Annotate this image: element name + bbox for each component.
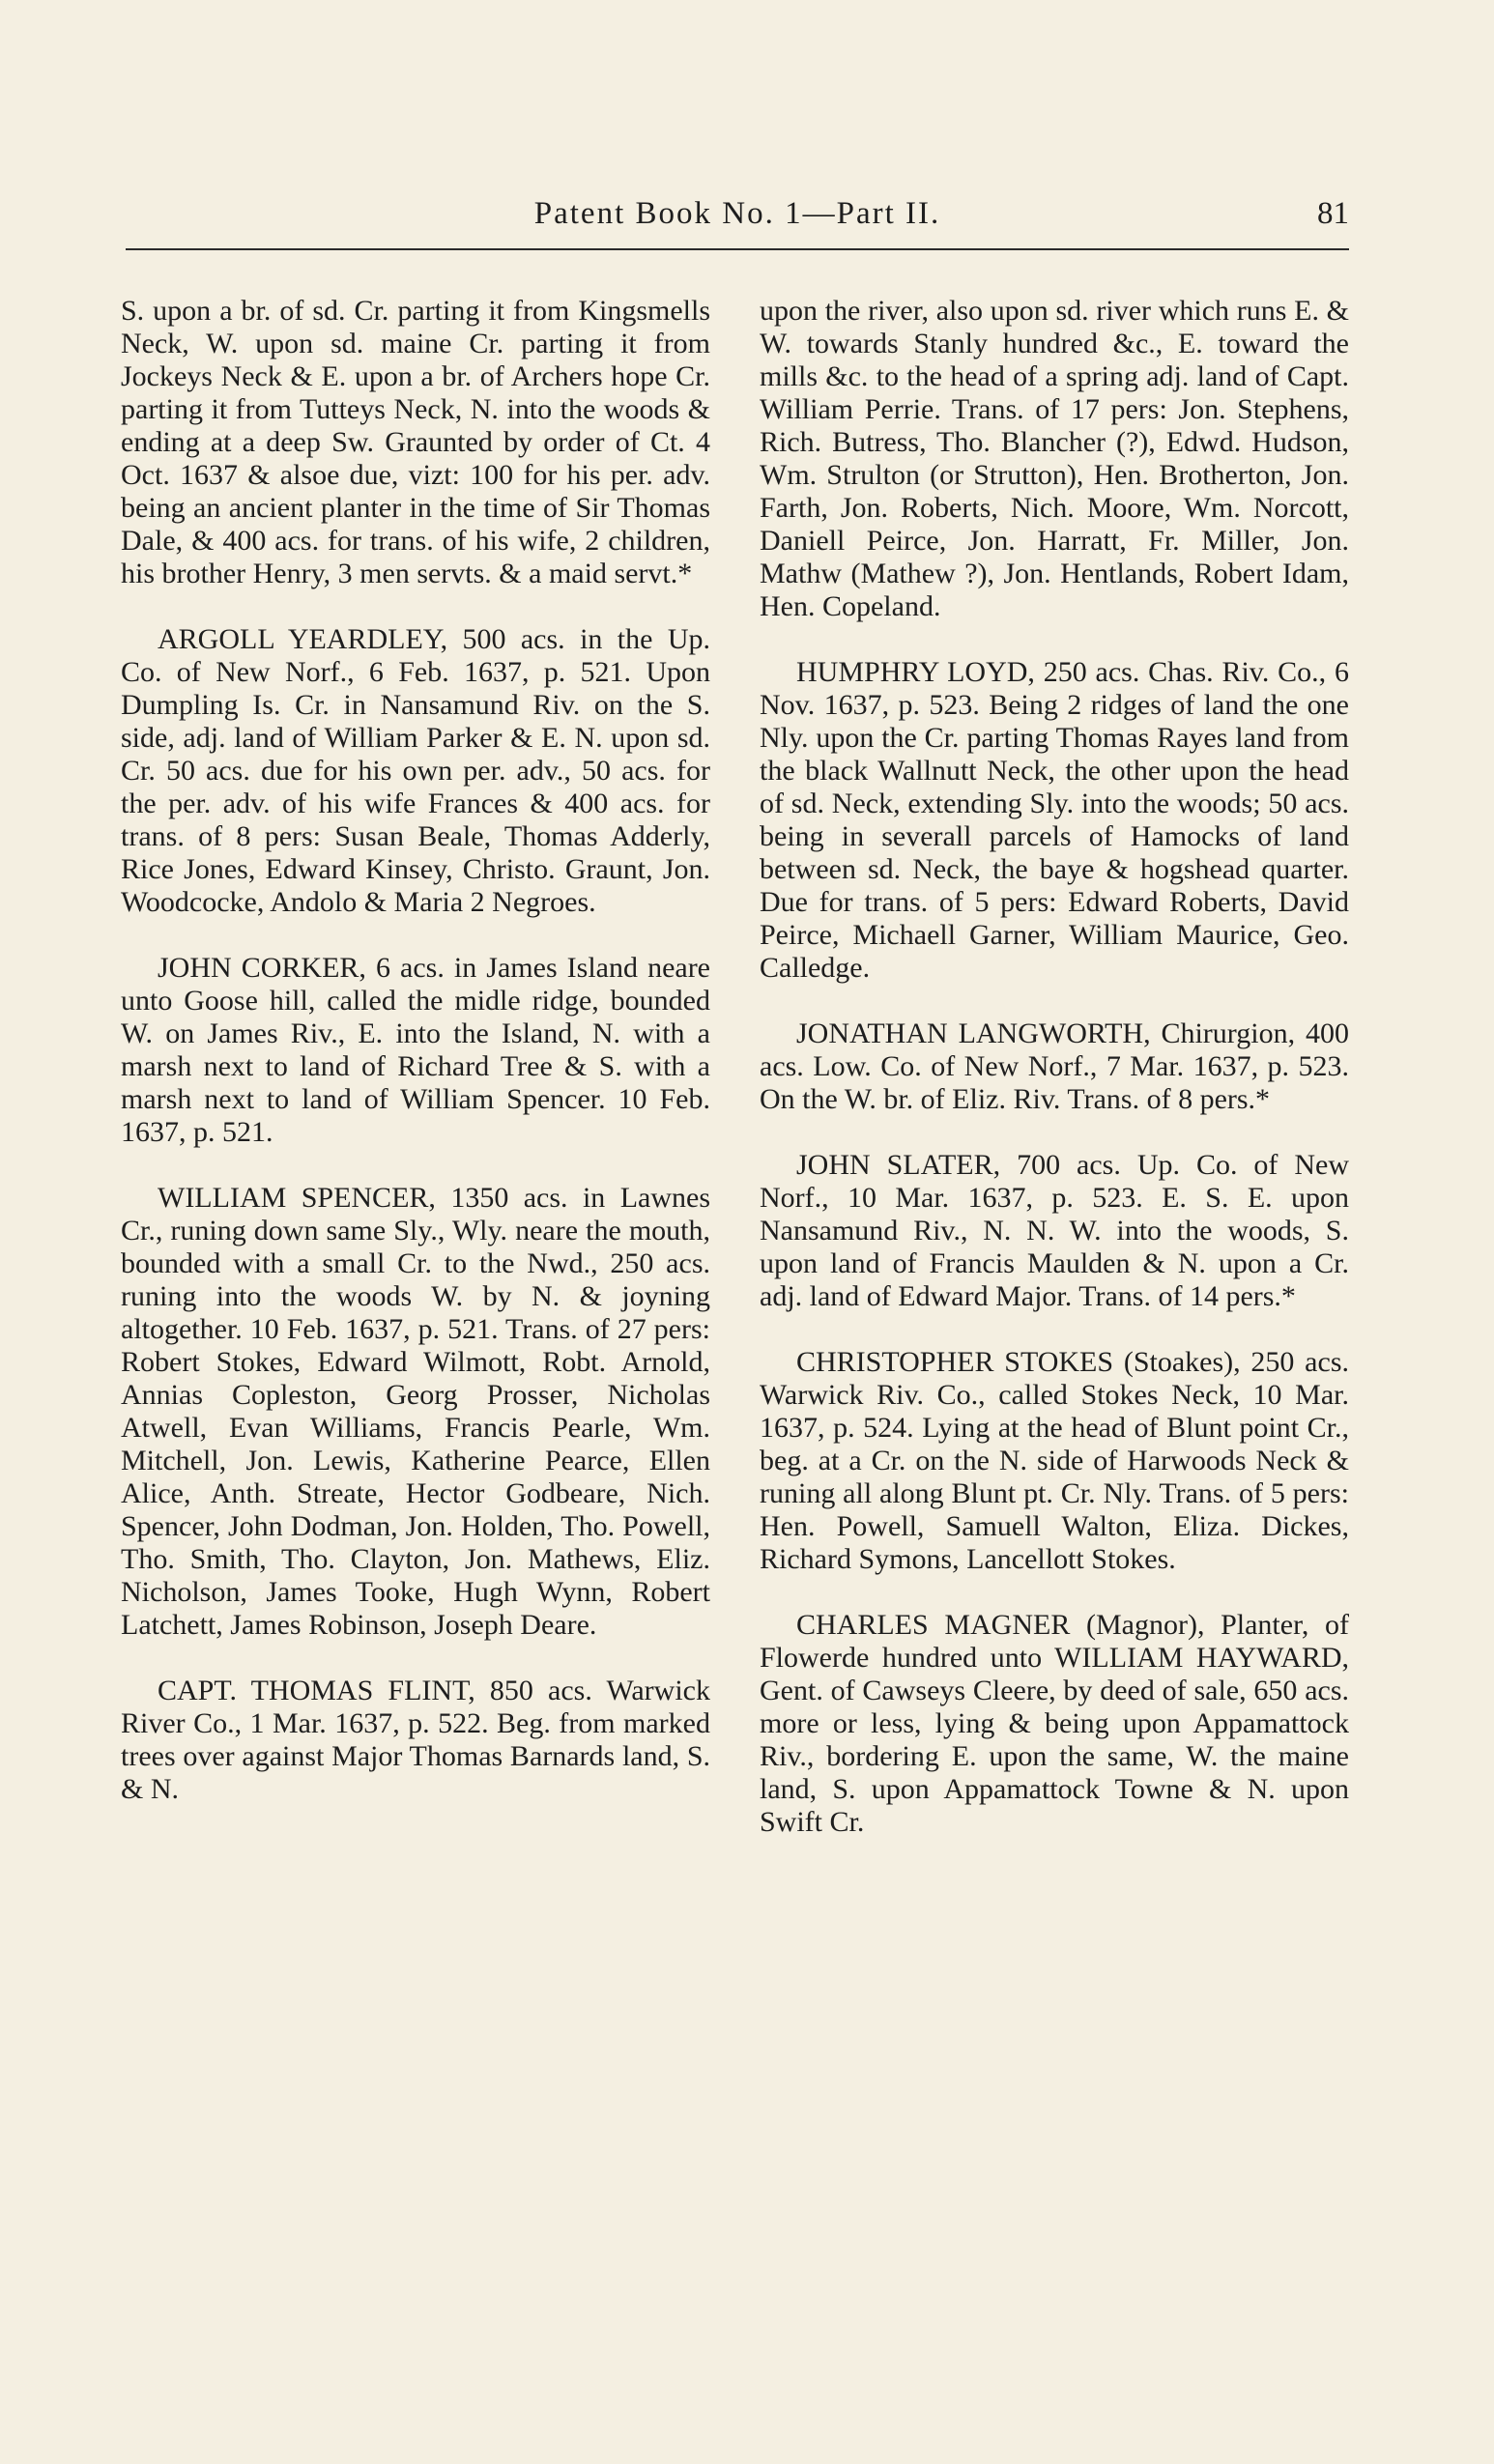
- patent-entry: JOHN CORKER, 6 acs. in James Island neare unto Goose hill, called the midle ridge, bounded W. on James Riv., E. into the Island, N. with a marsh next to land of Richard Tree & S. with a marsh next to land of William Spencer. 10 Feb. 1637, p. 521.: [121, 952, 710, 1148]
- patent-entry: ARGOLL YEARDLEY, 500 acs. in the Up. Co. of New Norf., 6 Feb. 1637, p. 521. Upon Dumpling Is. Cr. in Nansamund Riv. on the S. side, adj. land of William Parker & E. N. upon sd. Cr. 50 acs. due for his own per. adv., 50 acs. for the per. adv. of his wife Frances & 400 acs. for trans. of 8 pers: Susan Beale, Thomas Adderly, Rice Jones, Edward Kinsey, Christo. Graunt, Jon. Woodcocke, Andolo & Maria 2 Negroes.: [121, 623, 710, 918]
- patent-entry-continued: upon the river, also upon sd. river which runs E. & W. towards Stanly hundred &c., E. toward the mills &c. to the head of a spring adj. land of Capt. William Perrie. Trans. of 17 pers: Jon. Stephens, Rich. Butress, Tho. Blancher (?), Edwd. Hudson, Wm. Strulton (or Strutton), Hen. Brotherton, Jon. Farth, Jon. Roberts, Nich. Moore, Wm. Norcott, Daniell Peirce, Jon. Harratt, Fr. Miller, Jon. Mathw (Mathew ?), Jon. Hentlands, Robert Idam, Hen. Copeland.: [760, 295, 1349, 622]
- patent-entry: CHRISTOPHER STOKES (Stoakes), 250 acs. Warwick Riv. Co., called Stokes Neck, 10 Mar. 1637, p. 524. Lying at the head of Blunt point Cr., beg. at a Cr. on the N. side of Harwoods Neck & runing all along Blunt pt. Cr. Nly. Trans. of 5 pers: Hen. Powell, Samuell Walton, Eliza. Dickes, Richard Symons, Lancellott Stokes.: [760, 1346, 1349, 1575]
- header-rule: [126, 248, 1349, 250]
- page-header: [126, 196, 1349, 243]
- patent-entry: CAPT. THOMAS FLINT, 850 acs. Warwick River Co., 1 Mar. 1637, p. 522. Beg. from marked trees over against Major Thomas Barnards land, S. & N.: [121, 1675, 710, 1805]
- right-column: [760, 295, 1349, 1839]
- page-number: 81: [1317, 196, 1349, 231]
- patent-entry: HUMPHRY LOYD, 250 acs. Chas. Riv. Co., 6 Nov. 1637, p. 523. Being 2 ridges of land the one Nly. upon the Cr. parting Thomas Rayes land from the black Wallnutt Neck, the other upon the head of sd. Neck, extending Sly. into the woods; 50 acs. being in severall parcels of Hamocks of land between sd. Neck, the baye & hogshead quarter. Due for trans. of 5 pers: Edward Roberts, David Peirce, Michaell Garner, William Maurice, Geo. Calledge.: [760, 656, 1349, 984]
- patent-entry: JONATHAN LANGWORTH, Chirurgion, 400 acs. Low. Co. of New Norf., 7 Mar. 1637, p. 523. On the W. br. of Eliz. Riv. Trans. of 8 pers.*: [760, 1017, 1349, 1115]
- patent-entry: CHARLES MAGNER (Magnor), Planter, of Flowerde hundred unto WILLIAM HAYWARD, Gent. of Cawseys Cleere, by deed of sale, 650 acs. more or less, lying & being upon Appamattock Riv., bordering E. upon the same, W. the maine land, S. upon Appamattock Towne & N. upon Swift Cr.: [760, 1609, 1349, 1838]
- patent-entry-continued: S. upon a br. of sd. Cr. parting it from Kingsmells Neck, W. upon sd. maine Cr. parting it from Jockeys Neck & E. upon a br. of Archers hope Cr. parting it from Tutteys Neck, N. into the woods & ending at a deep Sw. Graunted by order of Ct. 4 Oct. 1637 & alsoe due, vizt: 100 for his per. adv. being an ancient planter in the time of Sir Thomas Dale, & 400 acs. for trans. of his wife, 2 children, his brother Henry, 3 men servts. & a maid servt.*: [121, 295, 710, 589]
- patent-entry: WILLIAM SPENCER, 1350 acs. in Lawnes Cr., runing down same Sly., Wly. neare the mouth, bounded with a small Cr. to the Nwd., 250 acs. runing into the woods W. by N. & joyning altogether. 10 Feb. 1637, p. 521. Trans. of 27 pers: Robert Stokes, Edward Wilmott, Robt. Arnold, Annias Copleston, Georg Prosser, Nicholas Atwell, Evan Williams, Francis Pearle, Wm. Mitchell, Jon. Lewis, Katherine Pearce, Ellen Alice, Anth. Streate, Hector Godbeare, Nich. Spencer, John Dodman, Jon. Holden, Tho. Powell, Tho. Smith, Tho. Clayton, Jon. Mathews, Eliz. Nicholson, James Tooke, Hugh Wynn, Robert Latchett, James Robinson, Joseph Deare.: [121, 1182, 710, 1641]
- left-column: [121, 295, 710, 1806]
- patent-entry: JOHN SLATER, 700 acs. Up. Co. of New Norf., 10 Mar. 1637, p. 523. E. S. E. upon Nansamund Riv., N. N. W. into the woods, S. upon land of Francis Maulden & N. upon a Cr. adj. land of Edward Major. Trans. of 14 pers.*: [760, 1149, 1349, 1312]
- running-head-title: Patent Book No. 1—Part II.: [533, 196, 941, 231]
